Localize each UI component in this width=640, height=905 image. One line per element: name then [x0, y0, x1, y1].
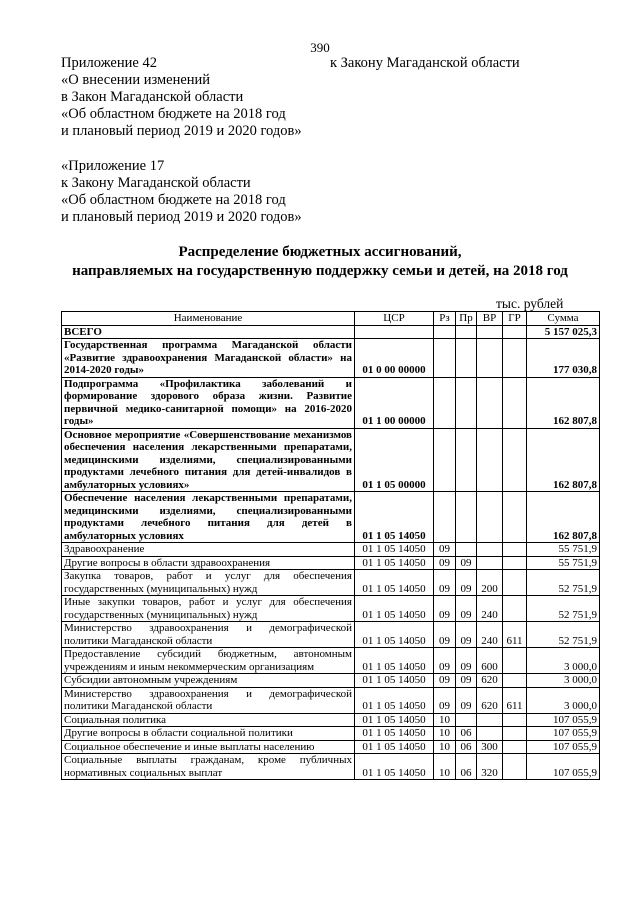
row-name-cell: Социальная политика [62, 713, 355, 727]
column-header-name: Наименование [62, 312, 355, 326]
row-csr-cell: 01 1 05 14050 [355, 674, 434, 688]
table-row [62, 543, 600, 557]
row-name-cell: Социальное обеспечение и иные выплаты населению [62, 740, 355, 754]
row-name-cell: Субсидии автономным учреждениям [62, 674, 355, 688]
row-gr-cell [503, 674, 527, 688]
row-name-cell: Основное мероприятие «Совершенствование механизмов обеспечения населения лекарственными препаратами, медицинскими изделиями, специализированными продуктами лечебного питания для детей-инвалидов в амбулаторных условиях» [62, 428, 355, 492]
header-right-text: к Закону Магаданской области [330, 55, 520, 71]
row-csr-cell: 01 0 00 00000 [355, 339, 434, 378]
column-header-csr: ЦСР [355, 312, 434, 326]
row-gr-cell [503, 339, 527, 378]
row-rz-cell: 09 [434, 622, 456, 648]
row-sum-cell: 107 055,9 [527, 727, 600, 741]
row-gr-cell [503, 556, 527, 570]
row-pr-cell: 09 [456, 570, 477, 596]
row-sum-cell: 55 751,9 [527, 556, 600, 570]
row-csr-cell: 01 1 05 14050 [355, 492, 434, 543]
row-pr-cell [456, 325, 477, 339]
row-name-cell: Обеспечение населения лекарственными препаратами, медицинскими изделиями, специализированными продуктами лечебного питания для детей в амбулаторных условиях [62, 492, 355, 543]
row-gr-cell: 611 [503, 687, 527, 713]
row-csr-cell [355, 325, 434, 339]
table-header-row [62, 312, 600, 326]
row-gr-cell [503, 428, 527, 492]
row-gr-cell [503, 648, 527, 674]
row-rz-cell: 10 [434, 740, 456, 754]
row-pr-cell [456, 492, 477, 543]
row-gr-cell [503, 325, 527, 339]
row-gr-cell [503, 570, 527, 596]
header-left-block [61, 55, 302, 140]
row-csr-cell: 01 1 05 14050 [355, 687, 434, 713]
row-pr-cell: 06 [456, 740, 477, 754]
row-rz-cell: 09 [434, 543, 456, 557]
row-csr-cell: 01 1 05 14050 [355, 596, 434, 622]
row-rz-cell: 09 [434, 556, 456, 570]
header-second-line: и плановый период 2019 и 2020 годов» [61, 209, 302, 225]
row-pr-cell: 09 [456, 674, 477, 688]
table-row [62, 492, 600, 543]
budget-table [61, 311, 600, 780]
row-rz-cell [434, 325, 456, 339]
row-rz-cell [434, 492, 456, 543]
row-sum-cell: 107 055,9 [527, 754, 600, 780]
row-pr-cell [456, 377, 477, 428]
row-rz-cell: 09 [434, 674, 456, 688]
row-sum-cell: 107 055,9 [527, 713, 600, 727]
table-row [62, 428, 600, 492]
row-vr-cell [477, 713, 503, 727]
row-rz-cell: 10 [434, 754, 456, 780]
row-csr-cell: 01 1 05 14050 [355, 740, 434, 754]
row-gr-cell [503, 377, 527, 428]
row-sum-cell: 52 751,9 [527, 570, 600, 596]
row-sum-cell: 3 000,0 [527, 674, 600, 688]
table-row [62, 339, 600, 378]
row-gr-cell [503, 596, 527, 622]
row-sum-cell: 162 807,8 [527, 492, 600, 543]
table-row [62, 648, 600, 674]
table-row [62, 377, 600, 428]
row-pr-cell [456, 428, 477, 492]
row-sum-cell: 177 030,8 [527, 339, 600, 378]
table-row [62, 740, 600, 754]
row-vr-cell: 620 [477, 674, 503, 688]
row-vr-cell [477, 492, 503, 543]
row-rz-cell: 10 [434, 727, 456, 741]
row-rz-cell [434, 428, 456, 492]
row-gr-cell [503, 754, 527, 780]
row-name-cell: Другие вопросы в области социальной политики [62, 727, 355, 741]
row-pr-cell: 09 [456, 556, 477, 570]
row-csr-cell: 01 1 05 14050 [355, 556, 434, 570]
row-sum-cell: 162 807,8 [527, 377, 600, 428]
row-sum-cell: 52 751,9 [527, 596, 600, 622]
table-row [62, 596, 600, 622]
row-pr-cell: 06 [456, 727, 477, 741]
row-sum-cell: 3 000,0 [527, 687, 600, 713]
row-name-cell: Министерство здравоохранения и демографической политики Магаданской области [62, 687, 355, 713]
row-pr-cell: 09 [456, 596, 477, 622]
header-left-line: «О внесении изменений [61, 72, 211, 88]
row-pr-cell [456, 713, 477, 727]
row-name-cell: Иные закупки товаров, работ и услуг для обеспечения государственных (муниципальных) нужд [62, 596, 355, 622]
column-header-gr: ГР [503, 312, 527, 326]
row-vr-cell: 240 [477, 596, 503, 622]
row-csr-cell: 01 1 05 14050 [355, 727, 434, 741]
row-csr-cell: 01 1 00 00000 [355, 377, 434, 428]
row-sum-cell: 107 055,9 [527, 740, 600, 754]
row-pr-cell: 09 [456, 648, 477, 674]
row-csr-cell: 01 1 05 00000 [355, 428, 434, 492]
header-second-line: «Об областном бюджете на 2018 год [61, 192, 286, 208]
title-line-1: Распределение бюджетных ассигнований, [178, 244, 462, 260]
table-body [62, 325, 600, 780]
document-title [0, 243, 640, 281]
column-header-pr: Пр [456, 312, 477, 326]
row-name-cell: Социальные выплаты гражданам, кроме публичных нормативных социальных выплат [62, 754, 355, 780]
header-second-line: «Приложение 17 [61, 158, 165, 174]
row-csr-cell: 01 1 05 14050 [355, 754, 434, 780]
row-rz-cell: 10 [434, 713, 456, 727]
row-vr-cell [477, 339, 503, 378]
header-second-block [61, 158, 302, 226]
row-vr-cell: 600 [477, 648, 503, 674]
row-csr-cell: 01 1 05 14050 [355, 570, 434, 596]
table-row [62, 674, 600, 688]
table-row [62, 727, 600, 741]
table-row [62, 687, 600, 713]
row-sum-cell: 55 751,9 [527, 543, 600, 557]
row-vr-cell [477, 556, 503, 570]
row-sum-cell: 162 807,8 [527, 428, 600, 492]
row-pr-cell [456, 339, 477, 378]
row-sum-cell: 52 751,9 [527, 622, 600, 648]
row-sum-cell: 5 157 025,3 [527, 325, 600, 339]
row-rz-cell: 09 [434, 596, 456, 622]
page-number: 390 [310, 40, 330, 55]
row-gr-cell [503, 713, 527, 727]
table-row [62, 754, 600, 780]
row-rz-cell [434, 377, 456, 428]
row-gr-cell [503, 543, 527, 557]
row-vr-cell: 240 [477, 622, 503, 648]
row-gr-cell [503, 727, 527, 741]
header-left-line: «Об областном бюджете на 2018 год [61, 106, 286, 122]
table-row [62, 713, 600, 727]
row-gr-cell [503, 492, 527, 543]
row-rz-cell [434, 339, 456, 378]
row-vr-cell [477, 543, 503, 557]
title-line-2: направляемых на государственную поддержку семьи и детей, на 2018 год [72, 263, 568, 279]
row-pr-cell: 09 [456, 622, 477, 648]
table-row [62, 622, 600, 648]
row-vr-cell: 300 [477, 740, 503, 754]
row-sum-cell: 3 000,0 [527, 648, 600, 674]
row-gr-cell: 611 [503, 622, 527, 648]
table-row [62, 325, 600, 339]
header-left-line: и плановый период 2019 и 2020 годов» [61, 123, 302, 139]
row-rz-cell: 09 [434, 687, 456, 713]
row-rz-cell: 09 [434, 648, 456, 674]
table-row [62, 556, 600, 570]
row-vr-cell [477, 377, 503, 428]
row-pr-cell [456, 543, 477, 557]
row-vr-cell [477, 428, 503, 492]
row-vr-cell: 200 [477, 570, 503, 596]
row-name-cell: Государственная программа Магаданской области «Развитие здравоохранения Магаданской области» на 2014-2020 годы» [62, 339, 355, 378]
row-name-cell: Здравоохранение [62, 543, 355, 557]
header-second-line: к Закону Магаданской области [61, 175, 251, 191]
row-name-cell: Предоставление субсидий бюджетным, автономным учреждениям и иным некоммерческим организациям [62, 648, 355, 674]
row-name-cell: Министерство здравоохранения и демографической политики Магаданской области [62, 622, 355, 648]
row-name-cell: Другие вопросы в области здравоохранения [62, 556, 355, 570]
row-name-cell: Закупка товаров, работ и услуг для обеспечения государственных (муниципальных) нужд [62, 570, 355, 596]
table-row [62, 570, 600, 596]
header-left-line: Приложение 42 [61, 55, 157, 71]
units-label: тыс. рублей [496, 296, 564, 311]
row-csr-cell: 01 1 05 14050 [355, 543, 434, 557]
row-csr-cell: 01 1 05 14050 [355, 713, 434, 727]
column-header-rz: Рз [434, 312, 456, 326]
row-csr-cell: 01 1 05 14050 [355, 648, 434, 674]
row-pr-cell: 06 [456, 754, 477, 780]
row-vr-cell [477, 727, 503, 741]
row-csr-cell: 01 1 05 14050 [355, 622, 434, 648]
row-name-cell: Подпрограмма «Профилактика заболеваний и формирование здорового образа жизни. Развитие первичной медико-санитарной помощи» на 2016-2020 годы» [62, 377, 355, 428]
row-vr-cell [477, 325, 503, 339]
column-header-vr: ВР [477, 312, 503, 326]
row-vr-cell: 620 [477, 687, 503, 713]
row-name-cell: ВСЕГО [62, 325, 355, 339]
row-rz-cell: 09 [434, 570, 456, 596]
row-gr-cell [503, 740, 527, 754]
row-pr-cell: 09 [456, 687, 477, 713]
row-vr-cell: 320 [477, 754, 503, 780]
column-header-sum: Сумма [527, 312, 600, 326]
header-left-line: в Закон Магаданской области [61, 89, 244, 105]
